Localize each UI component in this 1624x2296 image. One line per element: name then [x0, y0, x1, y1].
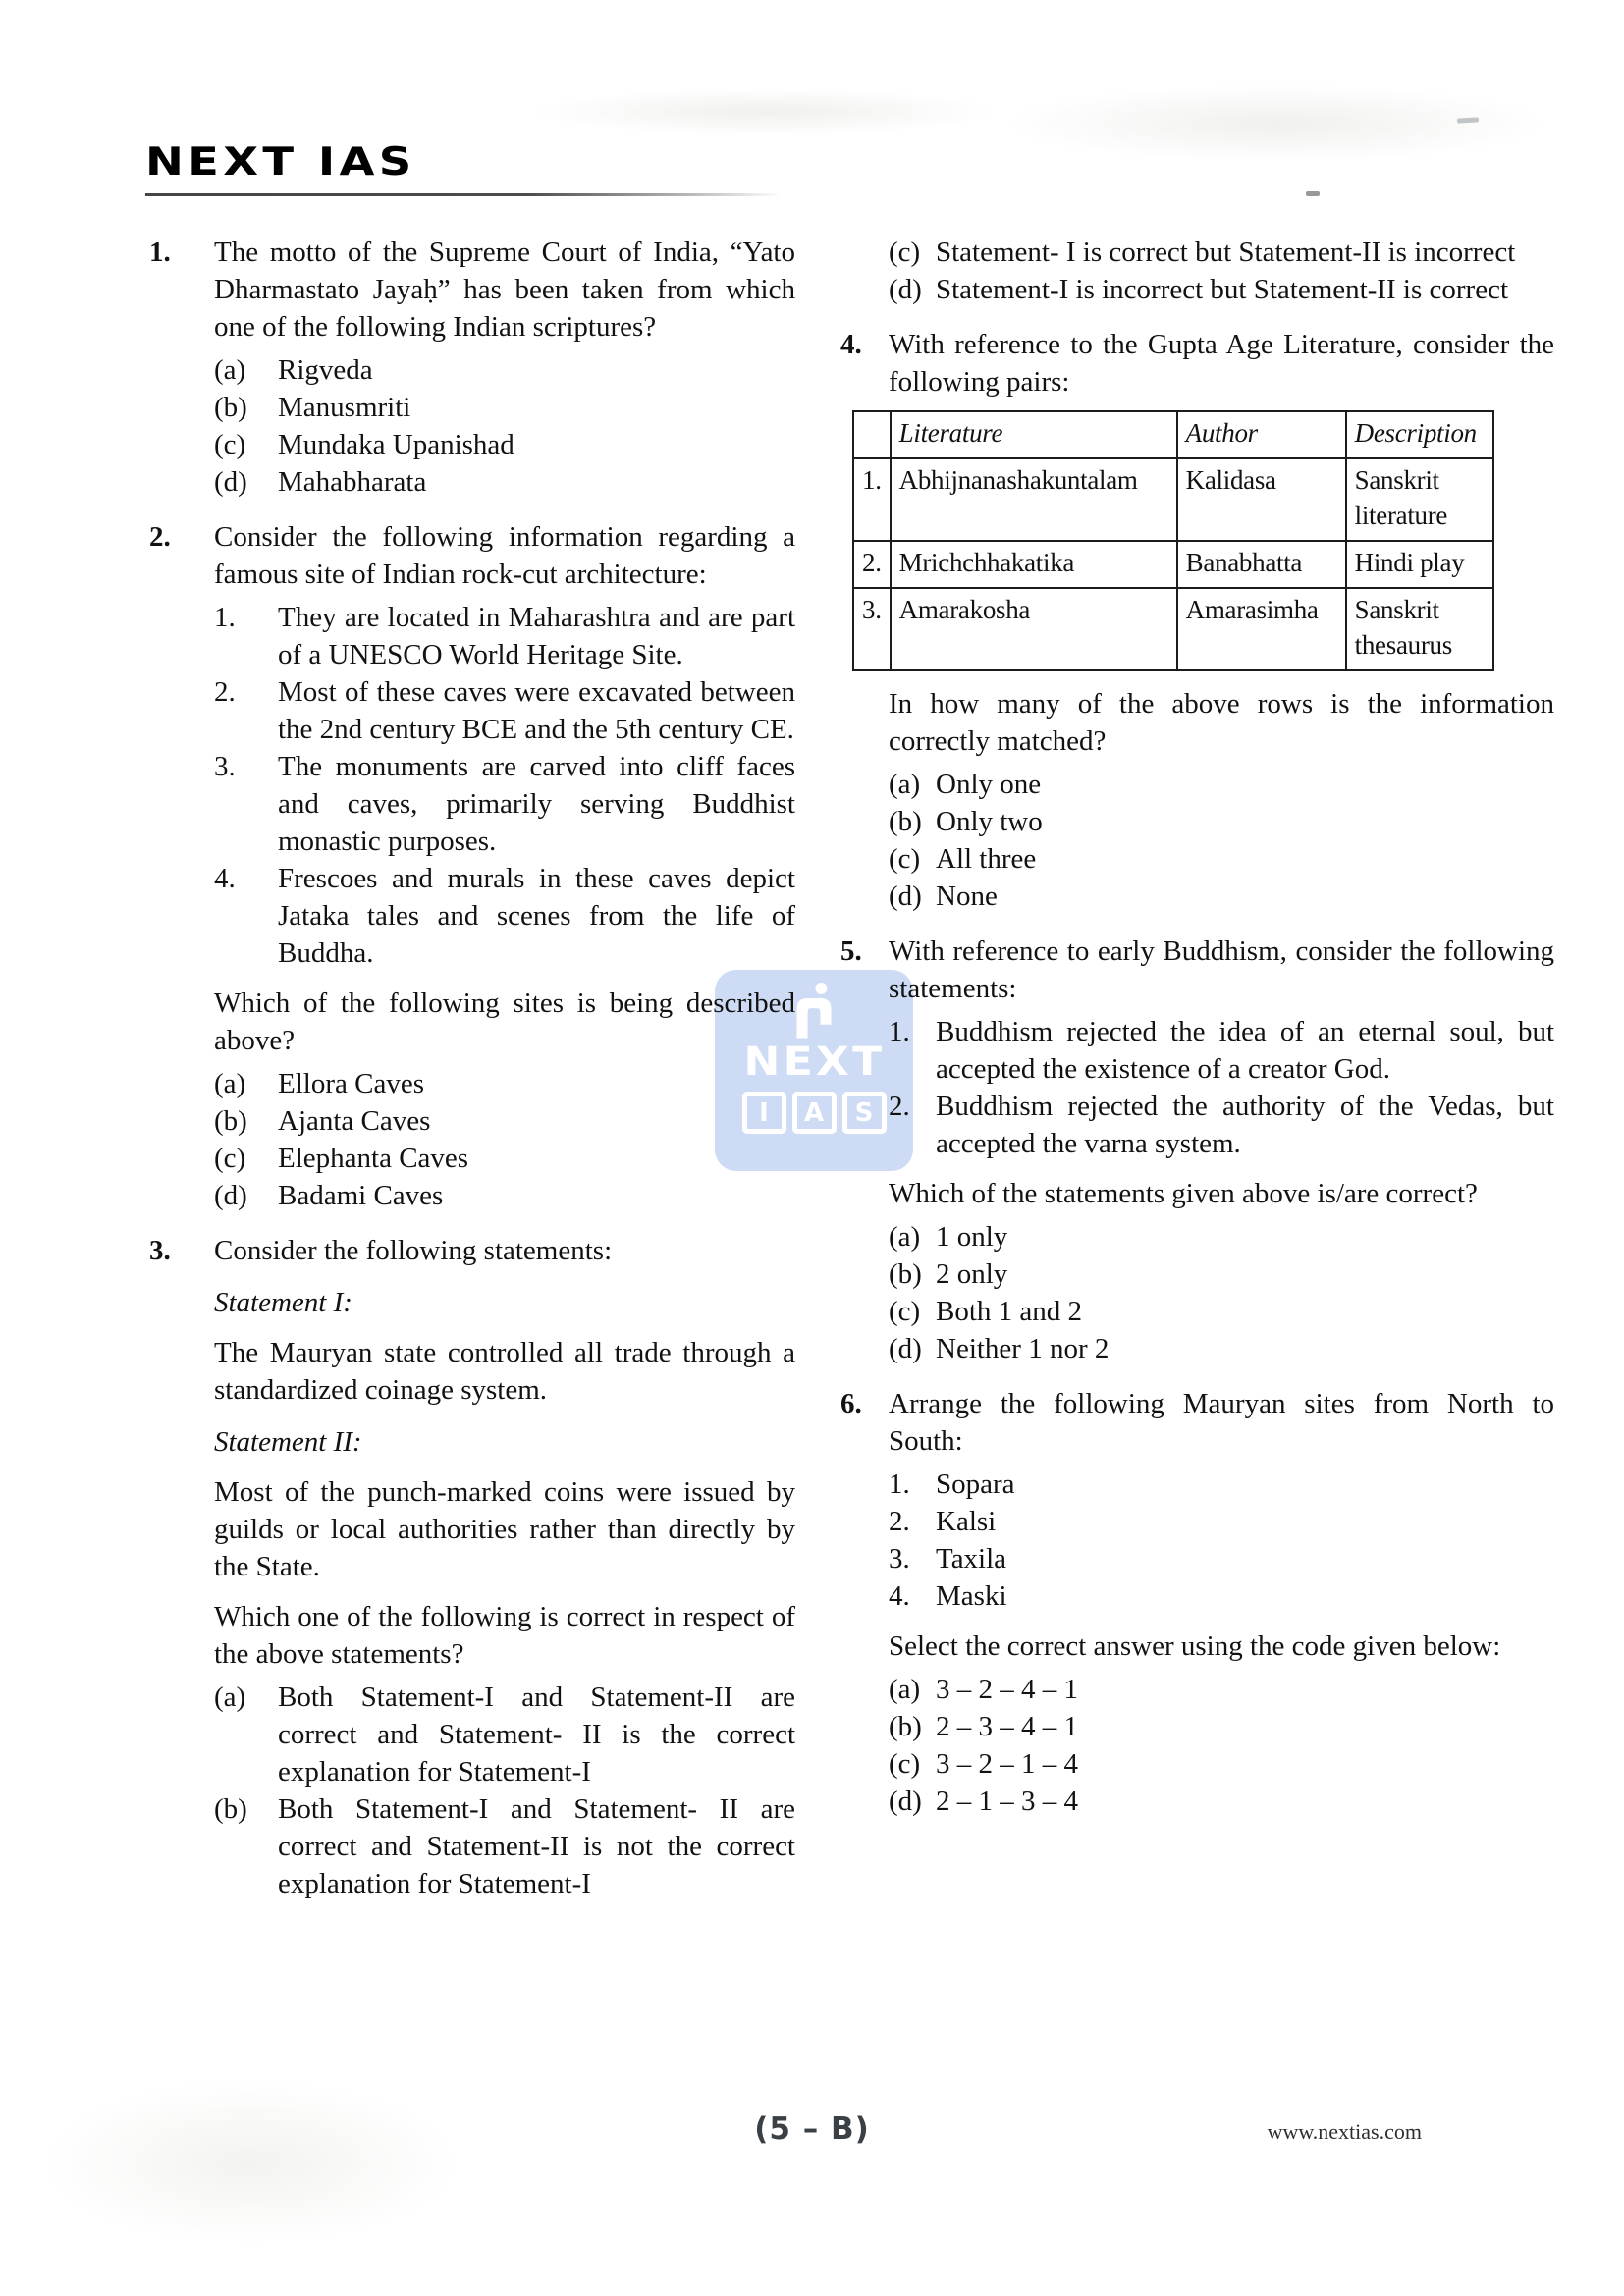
option-text: Rigveda [278, 354, 373, 386]
option-text: All three [936, 843, 1037, 875]
option-row [889, 271, 1554, 308]
item-text: Sopara [936, 1468, 1015, 1500]
question-prompt: Which of the following sites is being described above? [214, 988, 795, 1056]
list-item [214, 748, 795, 860]
option-row [889, 1293, 1554, 1330]
item-text: They are located in Maharashtra and are part of a UNESCO World Heritage Site. [278, 602, 795, 670]
option-label: (c) [889, 843, 921, 875]
footer-website: www.nextias.com [1267, 2119, 1422, 2144]
option-label: (b) [889, 1711, 922, 1742]
option-label: (b) [214, 1793, 247, 1825]
list-item [889, 1540, 1554, 1577]
question-text: With reference to early Buddhism, consider the following statements: [889, 935, 1554, 1004]
item-text: Kalsi [936, 1506, 997, 1537]
option-row [889, 803, 1554, 840]
option-row [889, 766, 1554, 803]
option-row [889, 1783, 1554, 1820]
question-body [889, 933, 1554, 1367]
option-text: Ajanta Caves [278, 1105, 431, 1137]
option-text: Badami Caves [278, 1180, 444, 1211]
statement-text: The Mauryan state controlled all trade through a standardized coinage system. [214, 1337, 795, 1406]
table-header-cell: Author [1177, 411, 1346, 458]
question-text: Arrange the following Mauryan sites from North to South: [889, 1388, 1554, 1457]
statement-label: Statement I: [214, 1287, 352, 1318]
header-rule [145, 193, 782, 196]
option-text: Both Statement-I and Statement-II are correct and Statement- II is the correct explanation for Statement-I [278, 1682, 795, 1788]
item-text: Buddhism rejected the authority of the Vedas, but accepted the varna system. [936, 1091, 1554, 1159]
option-row [889, 878, 1554, 915]
option-text: Elephanta Caves [278, 1143, 469, 1174]
question-prompt: Which of the statements given above is/are correct? [889, 1178, 1478, 1209]
question-number: 1. [149, 237, 171, 268]
right-column [840, 234, 1554, 1838]
option-row [889, 840, 1554, 878]
table-cell: Hindi play [1346, 541, 1493, 588]
option-row [889, 1218, 1554, 1255]
item-text: The monuments are carved into cliff faces and caves, primarily serving Buddhist monastic purposes. [278, 751, 795, 857]
question-body [889, 1385, 1554, 1820]
item-number: 1. [889, 1468, 910, 1500]
option-row [214, 1790, 795, 1902]
item-number: 3. [889, 1543, 910, 1575]
option-label: (d) [889, 274, 922, 305]
question-3 [149, 1232, 795, 1902]
option-text: 2 – 1 – 3 – 4 [936, 1786, 1078, 1817]
item-number: 2. [889, 1506, 910, 1537]
scan-artifact [1001, 84, 1551, 163]
option-label: (a) [214, 354, 246, 386]
option-label: (d) [214, 466, 247, 498]
option-row [889, 1255, 1554, 1293]
question-body [214, 518, 795, 1214]
table-cell: 1. [853, 458, 891, 541]
question-2 [149, 518, 795, 1214]
option-label: (a) [889, 1221, 921, 1253]
option-text: 3 – 2 – 4 – 1 [936, 1674, 1078, 1705]
question-text: Consider the following information regarding a famous site of Indian rock-cut architecture: [214, 521, 795, 590]
item-text: Taxila [936, 1543, 1007, 1575]
option-text: Statement- I is correct but Statement-II is incorrect [936, 237, 1516, 268]
table-cell: Mrichchhakatika [891, 541, 1177, 588]
table-header-cell: Description [1346, 411, 1493, 458]
table-cell: 2. [853, 541, 891, 588]
option-text: Only one [936, 769, 1042, 800]
item-number: 1. [214, 602, 236, 633]
option-row [214, 1065, 795, 1102]
scan-artifact [530, 88, 1001, 135]
option-text: None [936, 881, 998, 912]
question-5 [840, 933, 1554, 1367]
scan-artifact [1457, 117, 1479, 123]
option-row [214, 1102, 795, 1140]
question-4 [840, 326, 1554, 915]
item-text: Frescoes and murals in these caves depict Jataka tales and scenes from the life of Buddha. [278, 863, 795, 969]
table-cell: 3. [853, 588, 891, 670]
option-label: (a) [214, 1682, 246, 1713]
option-row [889, 1708, 1554, 1745]
question-body [214, 1232, 795, 1902]
question-number: 3. [149, 1235, 171, 1266]
list-item [214, 673, 795, 748]
option-label: (d) [889, 1786, 922, 1817]
list-item [889, 1466, 1554, 1503]
table-cell: Banabhatta [1177, 541, 1346, 588]
statement-label: Statement II: [214, 1426, 362, 1458]
statement-text: Most of the punch-marked coins were issued by guilds or local authorities rather than directly by the State. [214, 1476, 795, 1582]
question-1 [149, 234, 795, 501]
option-row [214, 1140, 795, 1177]
option-row [214, 426, 795, 463]
option-text: Neither 1 nor 2 [936, 1333, 1110, 1364]
option-label: (b) [214, 392, 247, 423]
nextias-logo: NEXT IAS [145, 139, 416, 186]
table-cell: Amarasimha [1177, 588, 1346, 670]
option-label: (b) [889, 806, 922, 837]
option-text: Only two [936, 806, 1043, 837]
question-6 [840, 1385, 1554, 1820]
list-item [889, 1503, 1554, 1540]
question-prompt: Which one of the following is correct in respect of the above statements? [214, 1601, 795, 1670]
item-number: 2. [214, 676, 236, 708]
question-number: 5. [840, 935, 862, 967]
option-row [889, 234, 1554, 271]
item-number: 3. [214, 751, 236, 782]
item-number: 4. [214, 863, 236, 894]
option-label: (b) [889, 1258, 922, 1290]
option-row [214, 389, 795, 426]
watermark-letterbox: S [842, 1092, 887, 1134]
option-label: (c) [214, 429, 246, 460]
nextias-logo-mark-icon [791, 982, 837, 1039]
question-body [889, 234, 1554, 308]
option-text: Statement-I is incorrect but Statement-II is correct [936, 274, 1509, 305]
list-item [889, 1013, 1554, 1088]
option-label: (b) [214, 1105, 247, 1137]
option-text: Both Statement-I and Statement- II are correct and Statement-II is not the correct explanation for Statement-I [278, 1793, 795, 1899]
option-row [889, 1745, 1554, 1783]
question-3-continued [840, 234, 1554, 308]
scan-artifact [39, 2079, 461, 2246]
option-row [889, 1330, 1554, 1367]
option-label: (a) [214, 1068, 246, 1099]
list-item [214, 599, 795, 673]
option-text: Mahabharata [278, 466, 427, 498]
option-label: (c) [214, 1143, 246, 1174]
footer-page-number: (5 – B) [754, 2111, 870, 2147]
option-text: 3 – 2 – 1 – 4 [936, 1748, 1078, 1780]
question-number: 4. [840, 329, 862, 360]
option-text: Manusmriti [278, 392, 411, 423]
table-header-cell [853, 411, 891, 458]
table-cell: Abhijnanashakuntalam [891, 458, 1177, 541]
question-body [214, 234, 795, 501]
item-number: 4. [889, 1580, 910, 1612]
option-label: (a) [889, 769, 921, 800]
list-item [889, 1088, 1554, 1162]
option-row [214, 1679, 795, 1790]
left-column [149, 234, 795, 1920]
scan-artifact [1306, 191, 1320, 196]
option-label: (c) [889, 1748, 921, 1780]
table-cell: Sanskrit literature [1346, 458, 1493, 541]
question-text: Consider the following statements: [214, 1235, 613, 1266]
table-cell: Kalidasa [1177, 458, 1346, 541]
watermark-letterbox: A [792, 1092, 837, 1134]
option-label: (d) [889, 1333, 922, 1364]
table-row [853, 588, 1493, 670]
item-number: 1. [889, 1016, 910, 1047]
question-number: 6. [840, 1388, 862, 1419]
item-number: 2. [889, 1091, 910, 1122]
item-text: Most of these caves were excavated between the 2nd century BCE and the 5th century CE. [278, 676, 795, 745]
option-text: 2 – 3 – 4 – 1 [936, 1711, 1078, 1742]
list-item [214, 860, 795, 972]
table-cell: Sanskrit thesaurus [1346, 588, 1493, 670]
watermark-letterbox: I [742, 1092, 786, 1134]
question-number-spacer [840, 234, 889, 308]
list-item [889, 1577, 1554, 1615]
pairs-table [852, 410, 1494, 671]
question-text: With reference to the Gupta Age Literature, consider the following pairs: [889, 329, 1554, 398]
question-prompt: In how many of the above rows is the information correctly matched? [889, 688, 1554, 757]
option-label: (c) [889, 237, 921, 268]
option-text: 2 only [936, 1258, 1008, 1290]
option-text: Ellora Caves [278, 1068, 424, 1099]
option-label: (a) [889, 1674, 921, 1705]
table-cell: Amarakosha [891, 588, 1177, 670]
item-text: Maski [936, 1580, 1007, 1612]
table-header-row [853, 411, 1493, 458]
option-text: 1 only [936, 1221, 1008, 1253]
option-label: (c) [889, 1296, 921, 1327]
option-text: Both 1 and 2 [936, 1296, 1083, 1327]
option-row [889, 1671, 1554, 1708]
option-label: (d) [889, 881, 922, 912]
question-text: The motto of the Supreme Court of India, “Yato Dharmastato Jayaḥ” has been taken from which one of the following Indian scriptures? [214, 237, 795, 343]
table-row [853, 541, 1493, 588]
option-text: Mundaka Upanishad [278, 429, 514, 460]
question-body [862, 326, 1554, 915]
option-row [214, 351, 795, 389]
question-prompt: Select the correct answer using the code given below: [889, 1630, 1501, 1662]
watermark-next-text: NEXT [742, 1040, 886, 1085]
table-header-cell: Literature [891, 411, 1177, 458]
item-text: Buddhism rejected the idea of an eternal soul, but accepted the existence of a creator God. [936, 1016, 1554, 1085]
option-row [214, 463, 795, 501]
question-number: 2. [149, 521, 171, 553]
table-row [853, 458, 1493, 541]
option-row [214, 1177, 795, 1214]
option-label: (d) [214, 1180, 247, 1211]
